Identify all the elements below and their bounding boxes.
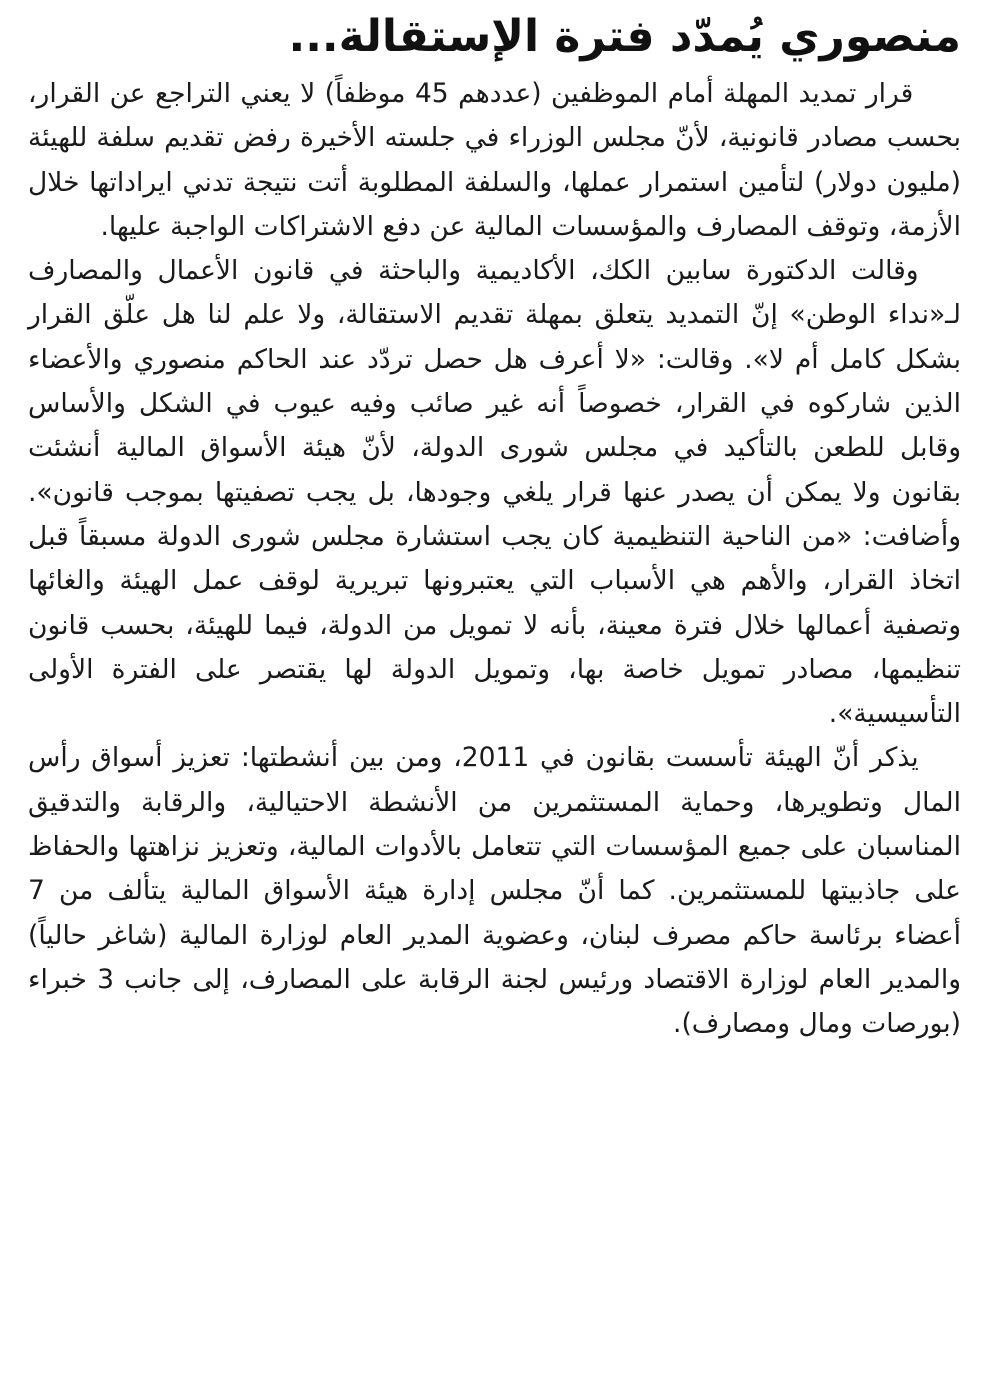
article-paragraph-2: وقالت الدكتورة سابين الكك، الأكاديمية والباحثة في قانون الأعمال والمصارف لـ«نداء الوطن» إنّ التمديد يتعلق بمهلة تقديم الاستقالة، ولا علم لنا هل علّق القرار بشكل كامل أم لا». وقالت: «لا أعرف هل حصل تردّد عند الحاكم منصوري والأعضاء الذين شاركوه في القرار، خصوصاً أنه غير صائب وفيه عيوب في الشكل والأساس وقابل للطعن بالتأكيد في مجلس شورى الدولة، لأنّ هيئة الأسواق المالية أنشئت بقانون ولا يمكن أن يصدر عنها قرار يلغي وجودها، بل يجب تصفيتها بموجب قانون». وأضافت: «من الناحية التنظيمية كان يجب استشارة مجلس شورى الدولة مسبقاً قبل اتخاذ القرار، والأهم هي الأسباب التي يعتبرونها تبريرية لوقف عمل الهيئة والغائها وتصفية أعمالها خلال فترة معينة، بأنه لا تمويل من الدولة، فيما للهيئة، بحسب قانون تنظيمها، مصادر تمويل خاصة بها، وتمويل الدولة لها يقتصر على الفترة الأولى التأسيسية». (28, 255, 961, 730)
page-bottom-margin (0, 1381, 989, 1391)
article-paragraph-3: يذكر أنّ الهيئة تأسست بقانون في 2011، ومن بين أنشطتها: تعزيز أسواق رأس المال وتطويرها، وحماية المستثمرين من الأنشطة الاحتيالية، والرقابة والتدقيق المناسبان على جميع المؤسسات التي تتعامل بالأدوات المالية، وتعزيز نزاهتها والحفاظ على جاذبيتها للمستثمرين. كما أنّ مجلس إدارة هيئة الأسواق المالية يتألف من 7 أعضاء برئاسة حاكم مصرف لبنان، وعضوية المدير العام لوزارة المالية (شاغر حالياً) والمدير العام لوزارة الاقتصاد ورئيس لجنة الرقابة على المصارف، إلى جانب 3 خبراء (بورصات ومال ومصارف). (28, 742, 962, 1040)
article-headline: منصوري يُمدّد فترة الإستقالة... (288, 11, 961, 62)
article-body (28, 72, 961, 1047)
article-paragraph-1: قرار تمديد المهلة أمام الموظفين (عددهم 45 موظفاً) لا يعني التراجع عن القرار، بحسب مصادر قانونية، لأنّ مجلس الوزراء في جلسته الأخيرة رفض تقديم سلفة للهيئة (مليون دولار) لتأمين استمرار عملها، والسلفة المطلوبة أتت نتيجة تدني ايراداتها خلال الأزمة، وتوقف المصارف والمؤسسات المالية عن دفع الاشتراكات الواجبة عليها. (28, 78, 961, 242)
news-article (28, 0, 961, 1391)
